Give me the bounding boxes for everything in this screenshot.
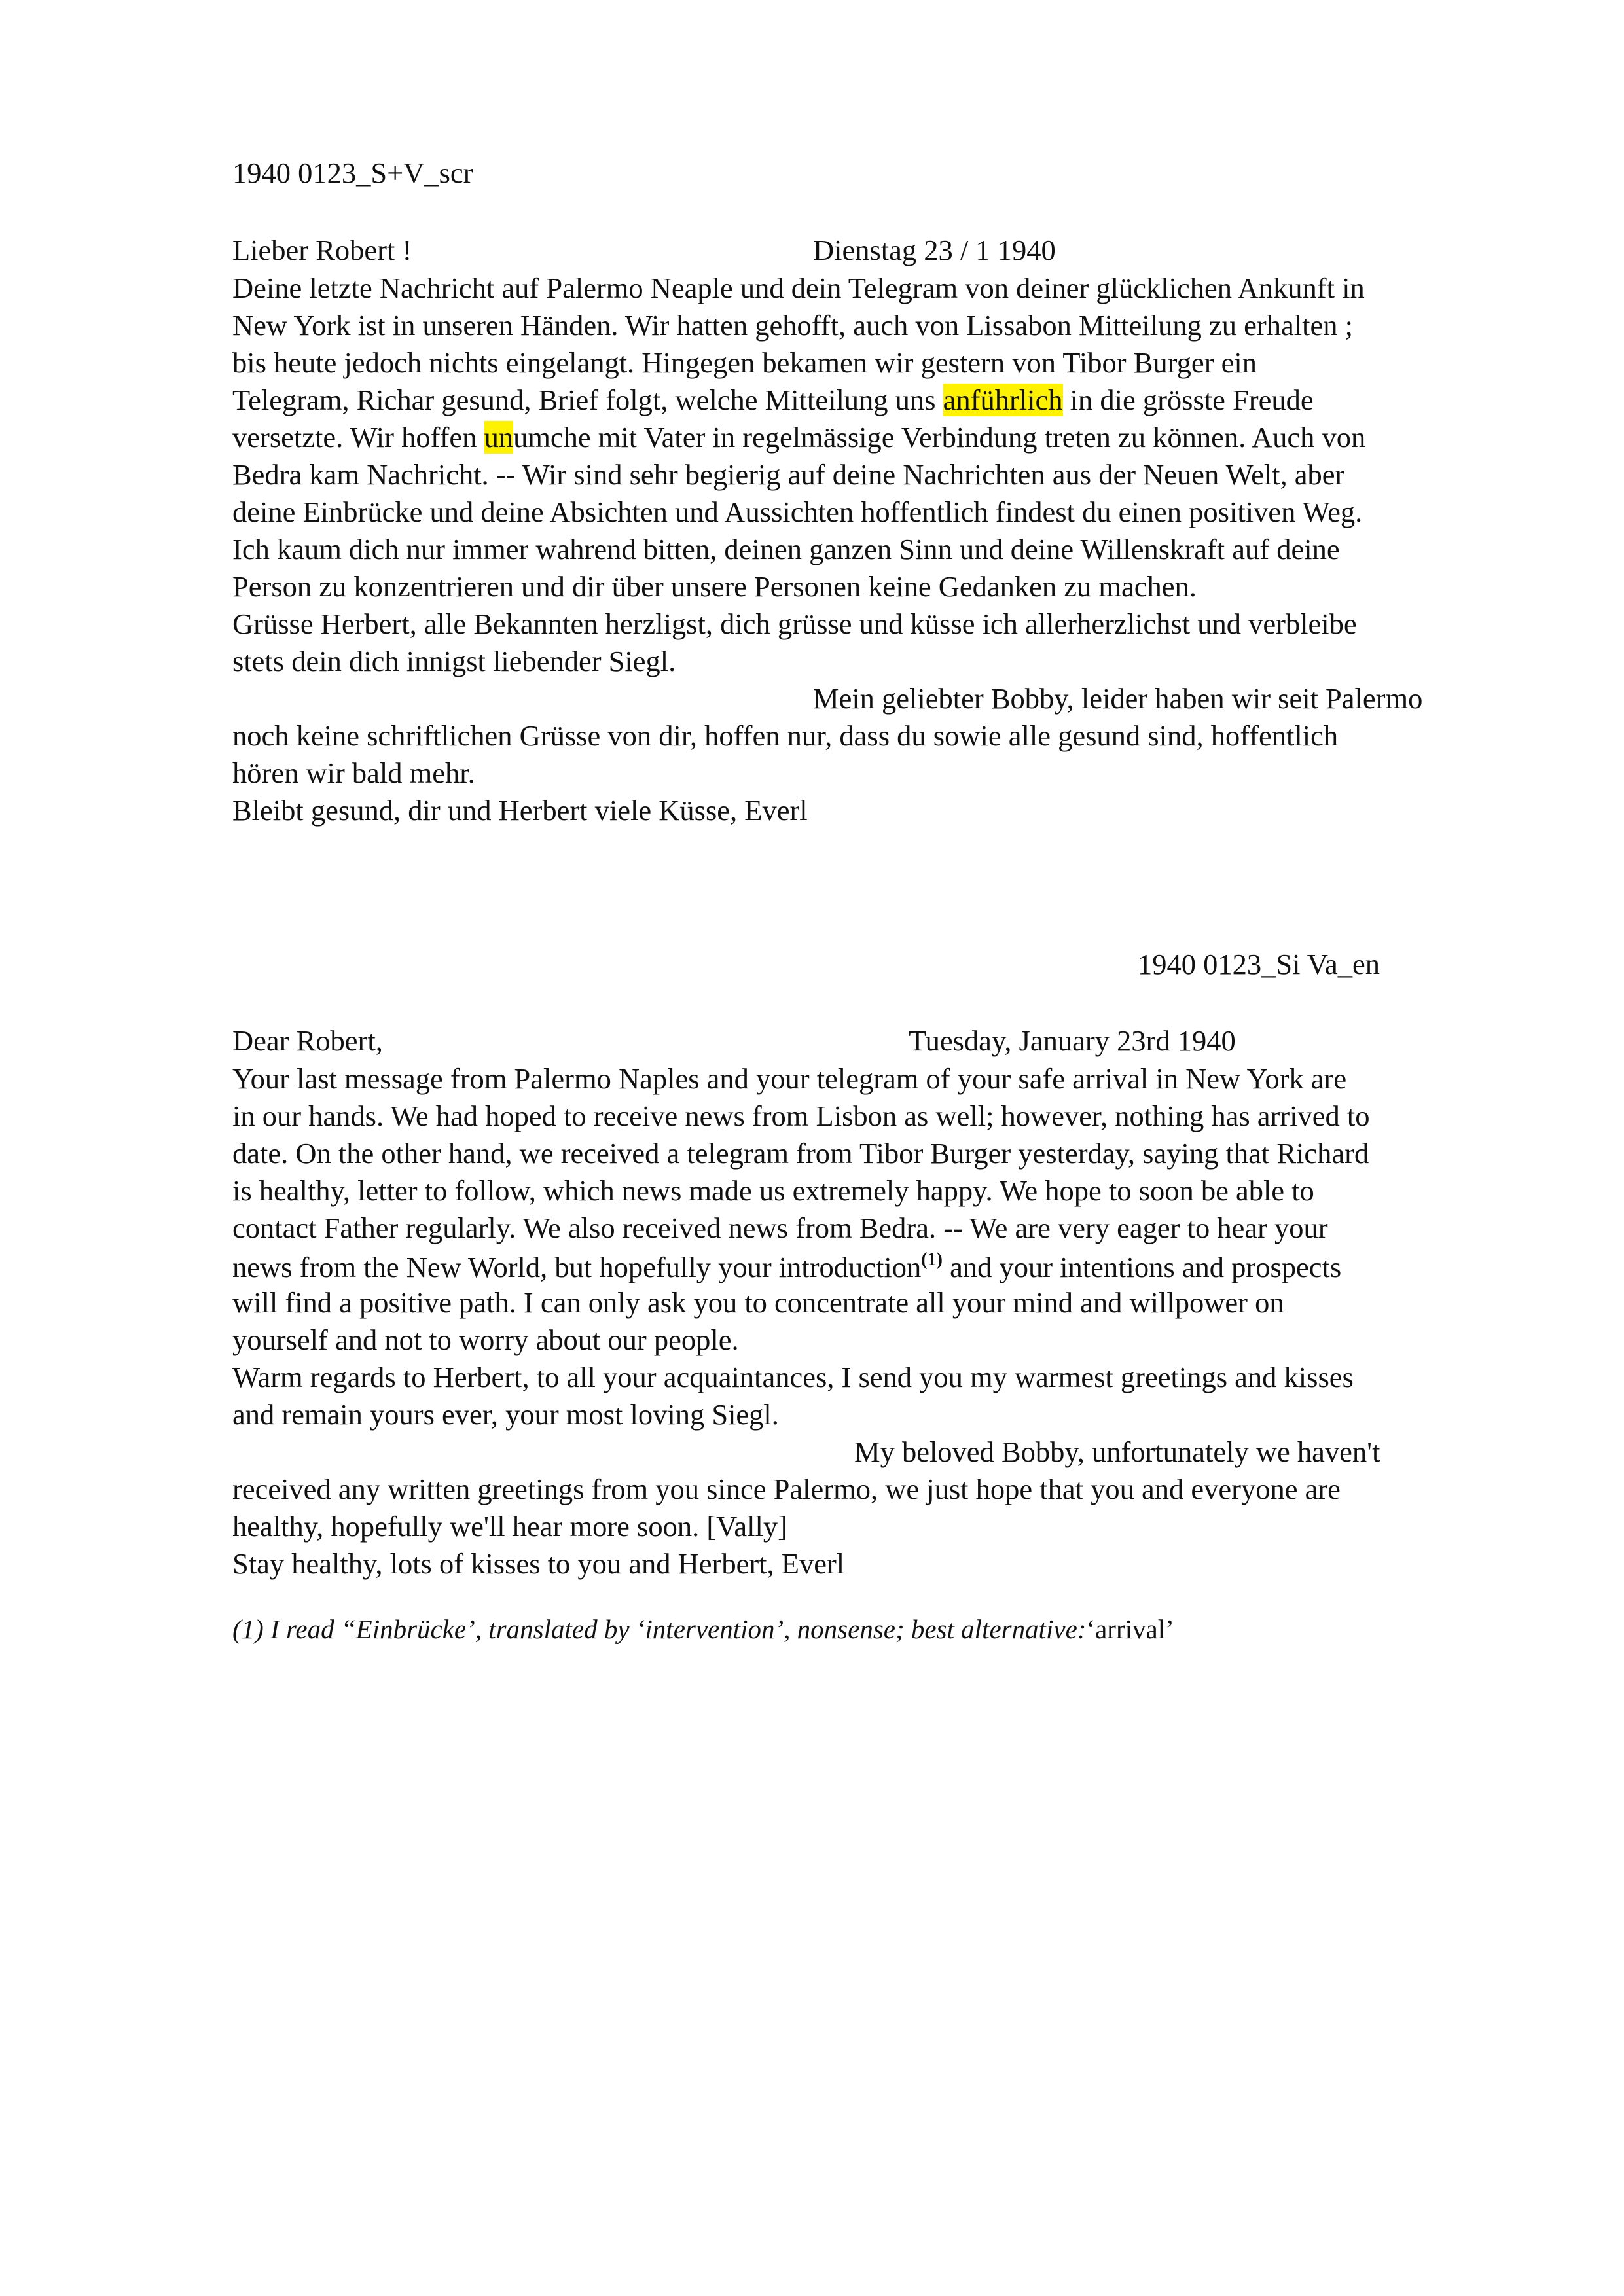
body-line: healthy, hopefully we'll hear more soon. [Vally]	[232, 1510, 787, 1543]
body-line: Bedra kam Nachricht. -- Wir sind sehr begierig auf deine Nachrichten aus der Neuen Welt, aber	[232, 458, 1345, 491]
body-line: Person zu konzentrieren und dir über unsere Personen keine Gedanken zu machen.	[232, 570, 1197, 603]
body-line: Ich kaum dich nur immer wahrend bitten, deinen ganzen Sinn und deine Willenskraft auf deine	[232, 533, 1340, 565]
body-line: noch keine schriftlichen Grüsse von dir, hoffen nur, dass du sowie alle gesund sind, hoffentlich	[232, 719, 1339, 752]
highlighted-word: anführlich	[943, 384, 1063, 416]
body-text: and your intentions and prospects	[942, 1251, 1342, 1283]
document-reference: 1940 0123_Si Va_en	[1138, 948, 1380, 980]
letter-date: Tuesday, January 23rd 1940	[909, 1024, 1236, 1057]
body-line: Stay healthy, lots of kisses to you and Herbert, Everl	[232, 1547, 845, 1580]
body-line: Mein geliebter Bobby, leider haben wir seit Palermo	[813, 682, 1423, 715]
body-line: Deine letzte Nachricht auf Palermo Neaple und dein Telegram von deiner glücklichen Ankunft in	[232, 272, 1365, 304]
highlighted-word: un	[484, 421, 514, 454]
body-text: Telegram, Richar gesund, Brief folgt, welche Mitteilung uns	[232, 384, 943, 416]
body-line: deine Einbrücke und deine Absichten und Aussichten hoffentlich findest du einen positiven Weg.	[232, 495, 1363, 528]
footnote	[232, 1616, 1174, 1643]
body-line: hören wir bald mehr.	[232, 757, 475, 789]
footnote-alternative: ‘arrival’	[1086, 1614, 1174, 1644]
body-line: stets dein dich innigst liebender Siegl.	[232, 645, 676, 677]
letter-date: Dienstag 23 / 1 1940	[813, 234, 1056, 266]
body-line: yourself and not to worry about our people.	[232, 1323, 739, 1356]
body-text: umche mit Vater in regelmässige Verbindung treten zu können. Auch von	[513, 421, 1366, 454]
body-line	[232, 1251, 1341, 1282]
document-reference: 1940 0123_S+V_scr	[232, 156, 473, 189]
body-line: Grüsse Herbert, alle Bekannten herzligst, dich grüsse und küsse ich allerherzlichst und verbleibe	[232, 607, 1357, 640]
salutation: Lieber Robert !	[232, 234, 412, 266]
body-line: My beloved Bobby, unfortunately we haven't	[854, 1435, 1380, 1468]
body-line: New York ist in unseren Händen. Wir hatten gehofft, auch von Lissabon Mitteilung zu erhalten ;	[232, 309, 1353, 342]
body-line: in our hands. We had hoped to receive news from Lisbon as well; however, nothing has arrived to	[232, 1100, 1370, 1132]
body-line: and remain yours ever, your most loving Siegl.	[232, 1398, 779, 1431]
body-line: contact Father regularly. We also received news from Bedra. -- We are very eager to hear your	[232, 1211, 1328, 1244]
body-line: is healthy, letter to follow, which news made us extremely happy. We hope to soon be able to	[232, 1174, 1314, 1207]
body-line: received any written greetings from you since Palermo, we just hope that you and everyone are	[232, 1473, 1341, 1505]
body-line	[232, 386, 1314, 415]
body-line: date. On the other hand, we received a telegram from Tibor Burger yesterday, saying that Richard	[232, 1137, 1369, 1170]
body-line: Your last message from Palermo Naples and your telegram of your safe arrival in New York are	[232, 1062, 1347, 1095]
body-line	[232, 423, 1365, 452]
body-line: bis heute jedoch nichts eingelangt. Hingegen bekamen wir gestern von Tibor Burger ein	[232, 346, 1257, 379]
body-text: versetzte. Wir hoffen	[232, 421, 484, 454]
body-line: Bleibt gesund, dir und Herbert viele Küsse, Everl	[232, 794, 808, 827]
salutation: Dear Robert,	[232, 1024, 383, 1057]
body-text: in die grösste Freude	[1062, 384, 1314, 416]
body-text: news from the New World, but hopefully your introduction	[232, 1251, 922, 1283]
body-line: will find a positive path. I can only ask you to concentrate all your mind and willpower on	[232, 1286, 1284, 1319]
footnote-marker: (1)	[921, 1249, 943, 1270]
footnote-text: (1) I read “Einbrücke’, translated by ‘intervention’, nonsense; best alternative:	[232, 1614, 1087, 1644]
body-line: Warm regards to Herbert, to all your acquaintances, I send you my warmest greetings and kisses	[232, 1361, 1354, 1393]
